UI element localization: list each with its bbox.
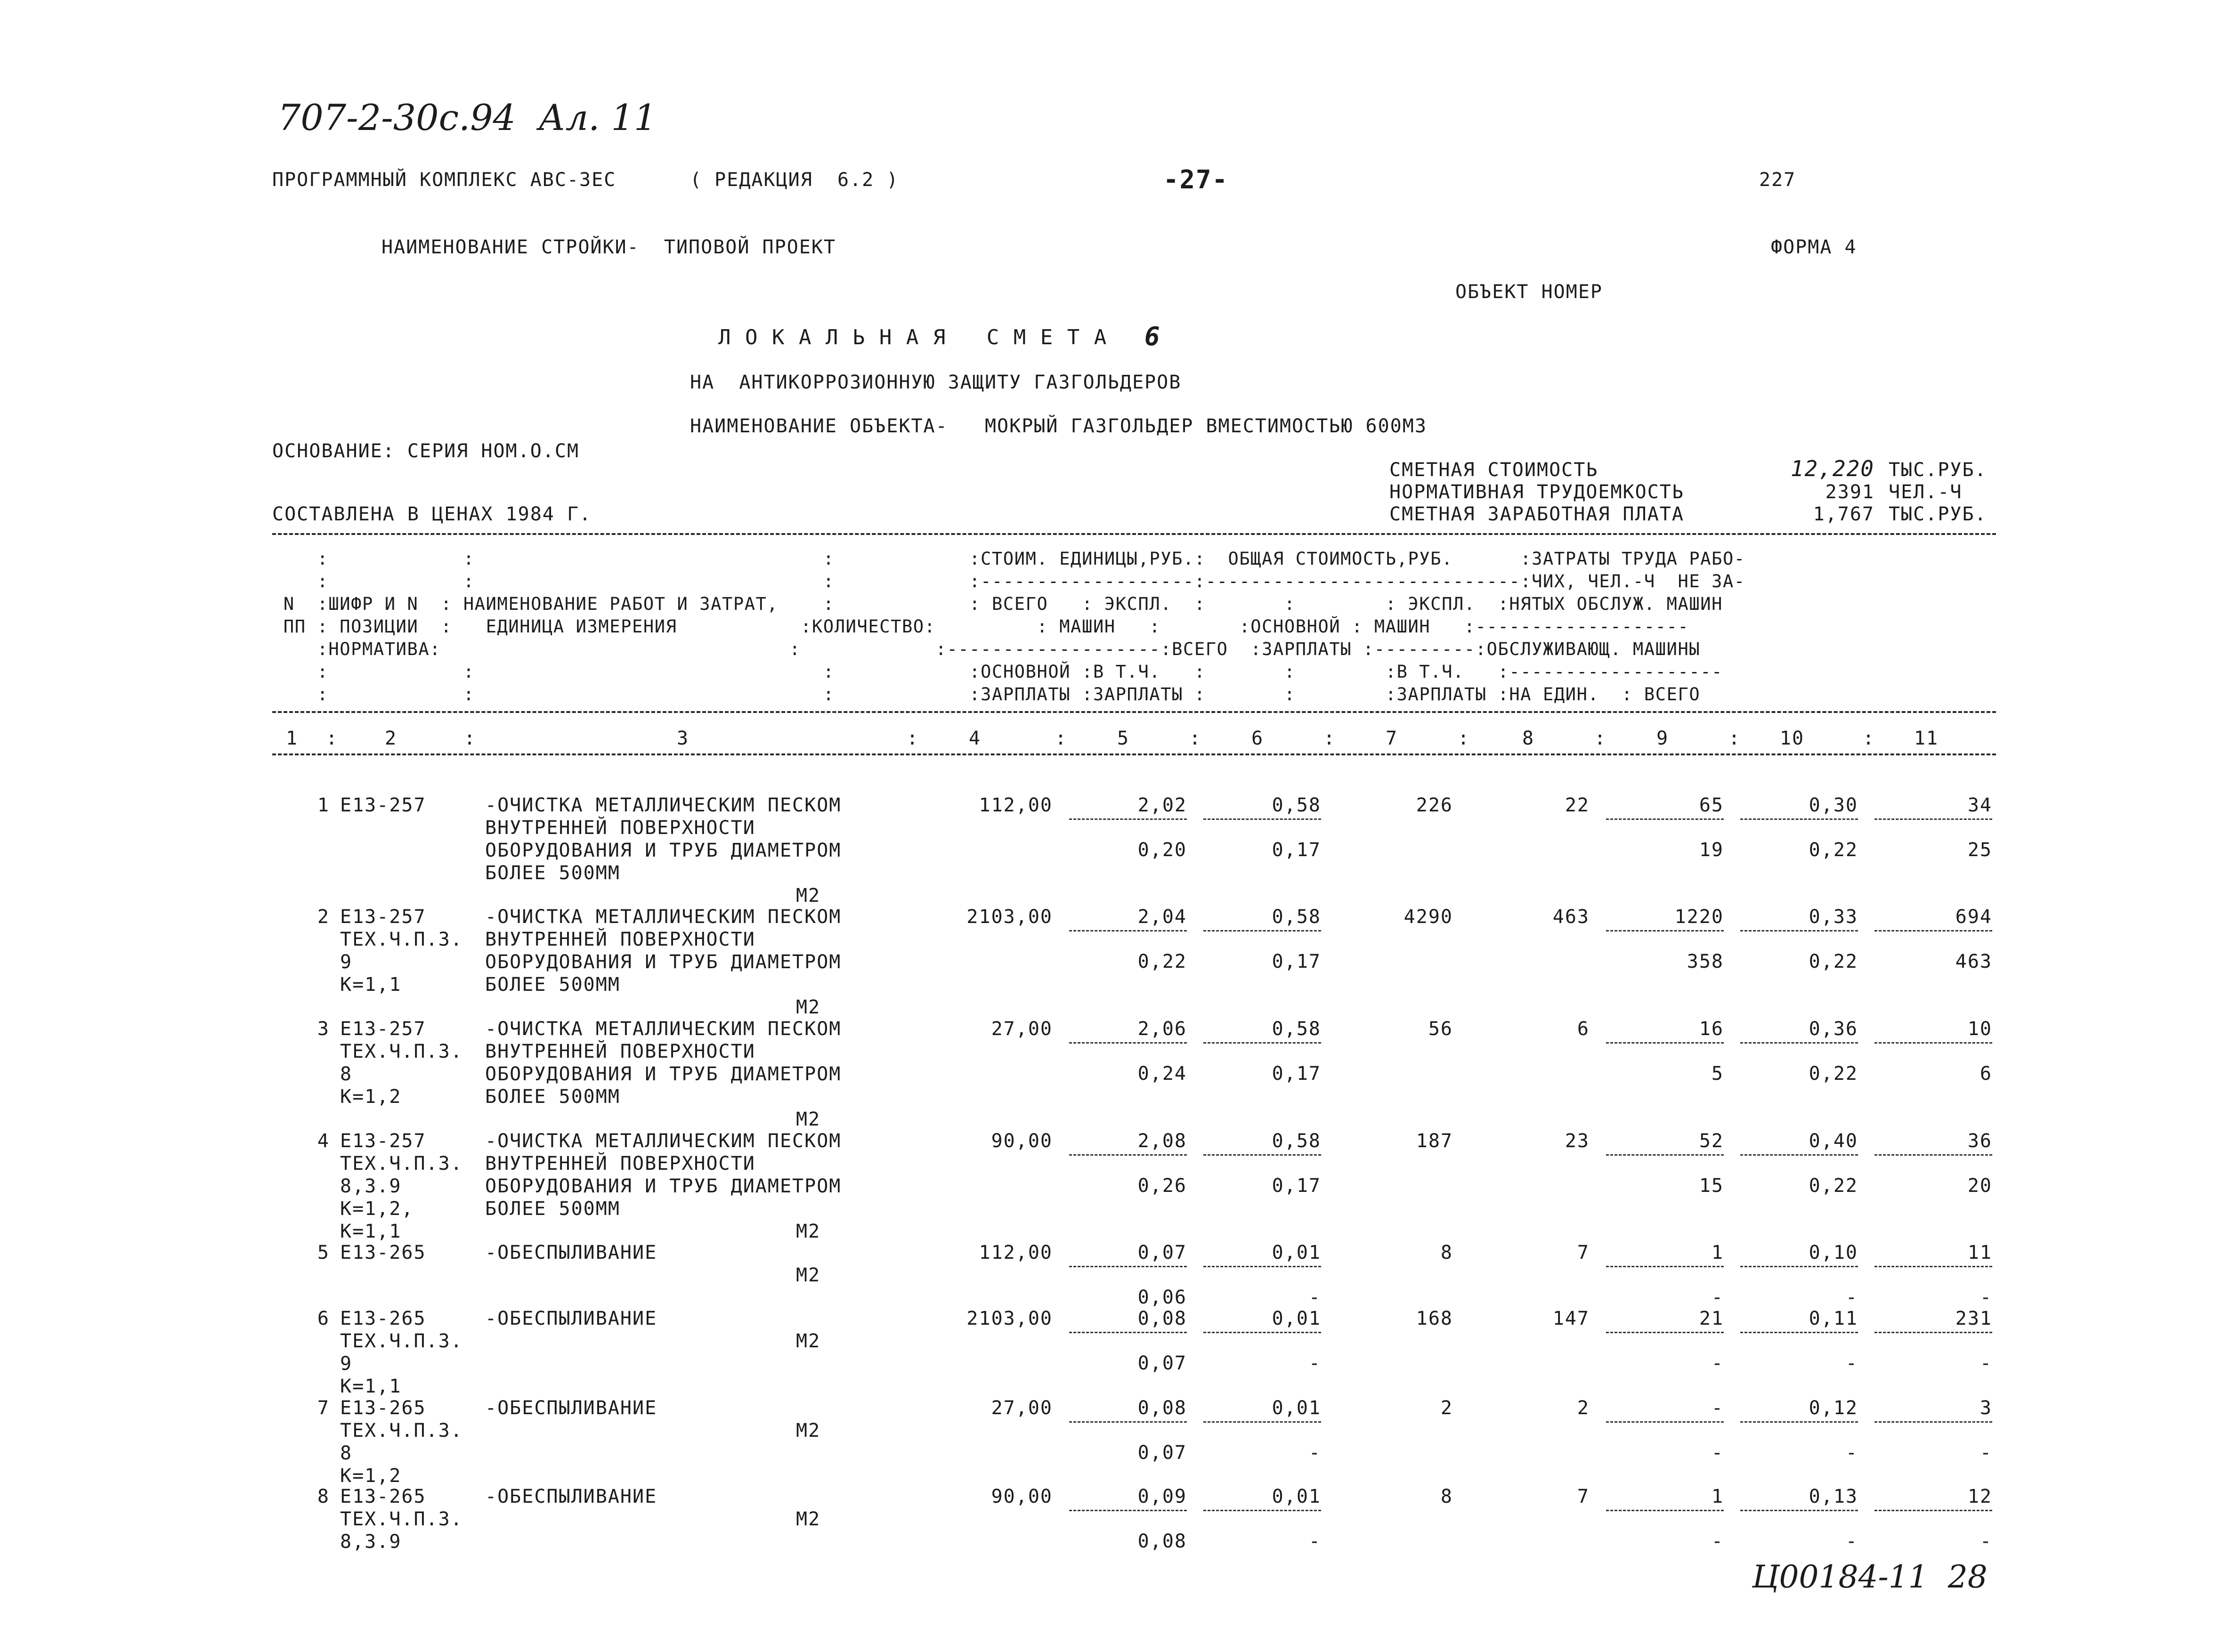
cell-s11: 25 [1967, 839, 1992, 861]
work-description: -ОЧИСТКА МЕТАЛЛИЧЕСКИМ ПЕСКОМ [485, 906, 842, 928]
table-top-rule [272, 533, 1996, 535]
work-description: БОЛЕЕ 500ММ [485, 1086, 620, 1108]
column-separator: : [1863, 728, 1875, 749]
cell-c11: 694 [1955, 906, 1992, 928]
cell-c7: 187 [1416, 1130, 1453, 1152]
cell-c7: 8 [1440, 1242, 1453, 1263]
cell-split-rule [1874, 1332, 1992, 1333]
norm-code: 8,3.9 [340, 1175, 402, 1197]
header-line: : : : :-------------------:----------------------------:ЧИХ, ЧЕЛ.-Ч НЕ ЗА- [272, 571, 1745, 591]
header-line: :НОРМАТИВА: : :-------------------:ВСЕГО :ЗАРПЛАТЫ :---------:ОБСЛУЖИВАЮЩ. МАШИНЫ [272, 639, 1701, 659]
work-description: ОБОРУДОВАНИЯ И ТРУБ ДИАМЕТРОМ [485, 840, 842, 861]
norm-code: Е13-265 [340, 1308, 426, 1329]
column-number: 5 [1117, 728, 1130, 749]
cell-split-rule [1740, 1042, 1858, 1044]
object-number: ОБЪЕКТ НОМЕР [1455, 281, 1603, 303]
cell-c9: - [1711, 1397, 1724, 1419]
cell-split-rule [1203, 1332, 1321, 1333]
summary-value: 2391 [1825, 481, 1874, 503]
cell-s6: 0,17 [1272, 951, 1321, 972]
column-separator: : [1323, 728, 1336, 749]
cell-c8: 463 [1552, 906, 1590, 928]
norm-code: ТЕХ.Ч.П.3. [340, 1420, 463, 1441]
work-description: БОЛЕЕ 500ММ [485, 862, 620, 884]
unit: М2 [796, 1221, 821, 1242]
cell-c5: 2,02 [1137, 794, 1187, 816]
basis: ОСНОВАНИЕ: СЕРИЯ НОМ.О.СМ [272, 440, 580, 462]
cell-s11: - [1980, 1287, 1992, 1308]
norm-code: Е13-265 [340, 1397, 426, 1419]
cell-c5: 0,08 [1137, 1308, 1187, 1329]
construction-name: НАИМЕНОВАНИЕ СТРОЙКИ- ТИПОВОЙ ПРОЕКТ [381, 236, 836, 258]
cell-c8: 23 [1565, 1130, 1590, 1152]
work-description: -ОБЕСПЫЛИВАНИЕ [485, 1308, 657, 1329]
cell-split-rule [1069, 1042, 1187, 1044]
norm-code: ТЕХ.Ч.П.3. [340, 1153, 463, 1174]
cell-s11: 20 [1967, 1175, 1992, 1197]
cell-split-rule [1606, 1421, 1724, 1423]
cell-s5: 0,08 [1137, 1531, 1187, 1552]
work-description: ВНУТРЕННЕЙ ПОВЕРХНОСТИ [485, 817, 755, 839]
header-line: ПП : ПОЗИЦИИ : ЕДИНИЦА ИЗМЕРЕНИЯ :КОЛИЧЕСТВО: : МАШИН : :ОСНОВНОЙ : МАШИН :------------------- [272, 616, 1689, 637]
norm-code: Е13-257 [340, 906, 426, 928]
column-number: 4 [968, 728, 982, 749]
cell-qty: 90,00 [991, 1130, 1053, 1152]
cell-c11: 34 [1967, 794, 1992, 816]
cell-s10: 0,22 [1809, 839, 1858, 861]
work-description: -ОБЕСПЫЛИВАНИЕ [485, 1397, 657, 1419]
row-number: 6 [317, 1308, 330, 1329]
cell-c11: 3 [1980, 1397, 1992, 1419]
summary-label: СМЕТНАЯ ЗАРАБОТНАЯ ПЛАТА [1389, 503, 1684, 525]
cell-c8: 7 [1577, 1242, 1590, 1263]
cell-s6: - [1308, 1287, 1321, 1308]
cell-split-rule [1069, 1510, 1187, 1511]
document-code: 707-2-30с.94 Ал. 11 [278, 97, 657, 138]
cell-split-rule [1606, 930, 1724, 931]
header-line: : : : :ЗАРПЛАТЫ :ЗАРПЛАТЫ : : :ЗАРПЛАТЫ :НА ЕДИН. : ВСЕГО [272, 684, 1701, 705]
cell-split-rule [1606, 1510, 1724, 1511]
column-number: 10 [1779, 728, 1805, 749]
cell-split-rule [1069, 1332, 1187, 1333]
work-description: БОЛЕЕ 500ММ [485, 974, 620, 996]
cell-s9: 358 [1687, 951, 1724, 972]
cell-s11: - [1980, 1442, 1992, 1464]
norm-code: Е13-265 [340, 1242, 426, 1263]
column-number: 11 [1914, 728, 1939, 749]
norm-code: ТЕХ.Ч.П.3. [340, 929, 463, 950]
column-number: 6 [1251, 728, 1264, 749]
column-separator: : [1055, 728, 1068, 749]
column-separator: : [1458, 728, 1470, 749]
cell-split-rule [1874, 1266, 1992, 1267]
cell-s5: 0,22 [1137, 951, 1187, 972]
cell-split-rule [1740, 1266, 1858, 1267]
summary-unit: ТЫС.РУБ. [1889, 503, 1987, 525]
cell-split-rule [1740, 818, 1858, 820]
cell-c11: 10 [1967, 1018, 1992, 1040]
cell-c9: 1220 [1674, 906, 1724, 928]
cell-s6: - [1308, 1531, 1321, 1552]
cell-c8: 22 [1565, 794, 1590, 816]
cell-c6: 0,01 [1272, 1486, 1321, 1507]
cell-c7: 2 [1440, 1397, 1453, 1419]
cell-split-rule [1874, 1421, 1992, 1423]
cell-c7: 4290 [1404, 906, 1453, 928]
cell-c5: 2,04 [1137, 906, 1187, 928]
cell-s9: 19 [1699, 839, 1724, 861]
cell-c6: 0,01 [1272, 1397, 1321, 1419]
cell-s11: 463 [1955, 951, 1992, 972]
cell-c9: 1 [1711, 1486, 1724, 1507]
cell-c7: 168 [1416, 1308, 1453, 1329]
column-separator: : [1594, 728, 1607, 749]
cell-c9: 1 [1711, 1242, 1724, 1263]
handwritten-stamp: Ц00184-11 28 [1752, 1559, 1988, 1595]
cell-c10: 0,11 [1809, 1308, 1858, 1329]
cell-c7: 8 [1440, 1486, 1453, 1507]
estimate-subject: НА АНТИКОРРОЗИОННУЮ ЗАЩИТУ ГАЗГОЛЬДЕРОВ [690, 372, 1182, 393]
cell-c11: 231 [1955, 1308, 1992, 1329]
row-number: 2 [317, 906, 330, 928]
cell-s10: - [1845, 1442, 1858, 1464]
cell-c5: 0,08 [1137, 1397, 1187, 1419]
cell-split-rule [1203, 1510, 1321, 1511]
cell-c11: 36 [1967, 1130, 1992, 1152]
cell-split-rule [1203, 1421, 1321, 1423]
cell-s5: 0,07 [1137, 1352, 1187, 1374]
norm-code: ТЕХ.Ч.П.3. [340, 1330, 463, 1352]
row-number: 5 [317, 1242, 330, 1263]
cell-c5: 2,06 [1137, 1018, 1187, 1040]
norm-code: К=1,2, [340, 1198, 414, 1220]
cell-c11: 11 [1967, 1242, 1992, 1263]
cell-s6: - [1308, 1442, 1321, 1464]
norm-code: К=1,1 [340, 1221, 402, 1242]
cell-c6: 0,58 [1272, 794, 1321, 816]
cell-split-rule [1606, 1042, 1724, 1044]
cell-c9: 16 [1699, 1018, 1724, 1040]
cell-c10: 0,13 [1809, 1486, 1858, 1507]
row-number: 1 [317, 794, 330, 816]
cell-s9: 15 [1699, 1175, 1724, 1197]
norm-code: 9 [340, 951, 353, 973]
object-name: НАИМЕНОВАНИЕ ОБЪЕКТА- МОКРЫЙ ГАЗГОЛЬДЕР ВМЕСТИМОСТЬЮ 600М3 [690, 415, 1427, 437]
column-number: 1 [285, 728, 299, 749]
header-bottom-rule [272, 711, 1996, 713]
cell-s9: - [1711, 1287, 1724, 1308]
cell-split-rule [1606, 818, 1724, 820]
cell-c8: 2 [1577, 1397, 1590, 1419]
cell-c5: 2,08 [1137, 1130, 1187, 1152]
cell-c8: 147 [1552, 1308, 1590, 1329]
cell-split-rule [1874, 1154, 1992, 1156]
column-separator: : [907, 728, 919, 749]
cell-split-rule [1874, 930, 1992, 931]
cell-c8: 7 [1577, 1486, 1590, 1507]
cell-c10: 0,36 [1809, 1018, 1858, 1040]
sheet-number: 227 [1759, 169, 1796, 191]
cell-s11: - [1980, 1531, 1992, 1552]
cell-c6: 0,58 [1272, 906, 1321, 928]
cell-s10: 0,22 [1809, 951, 1858, 972]
cell-split-rule [1740, 1421, 1858, 1423]
estimate-title: Л О К А Л Ь Н А Я С М Е Т А [718, 325, 1108, 349]
cell-s11: - [1980, 1352, 1992, 1374]
norm-code: К=1,2 [340, 1086, 402, 1108]
cell-c6: 0,01 [1272, 1308, 1321, 1329]
column-separator: : [326, 728, 339, 749]
column-number: 9 [1656, 728, 1669, 749]
cell-s9: - [1711, 1442, 1724, 1464]
cell-s10: 0,22 [1809, 1063, 1858, 1085]
cell-c9: 21 [1699, 1308, 1724, 1329]
cell-c11: 12 [1967, 1486, 1992, 1507]
cell-split-rule [1069, 1421, 1187, 1423]
cell-s5: 0,24 [1137, 1063, 1187, 1085]
cell-split-rule [1740, 1154, 1858, 1156]
norm-code: 8,3.9 [340, 1531, 402, 1553]
cell-s6: 0,17 [1272, 1063, 1321, 1085]
cell-s5: 0,26 [1137, 1175, 1187, 1197]
norm-code: ТЕХ.Ч.П.3. [340, 1508, 463, 1530]
row-number: 7 [317, 1397, 330, 1419]
column-separator: : [1189, 728, 1202, 749]
column-number: 2 [384, 728, 398, 749]
cell-c7: 226 [1416, 794, 1453, 816]
unit: М2 [796, 1109, 821, 1130]
cell-split-rule [1606, 1154, 1724, 1156]
cell-split-rule [1069, 1266, 1187, 1267]
row-number: 8 [317, 1486, 330, 1507]
cell-qty: 2103,00 [966, 1308, 1053, 1329]
cell-qty: 112,00 [979, 1242, 1053, 1263]
cell-s10: - [1845, 1287, 1858, 1308]
norm-code: 8 [340, 1063, 353, 1085]
header-line: N :ШИФР И N : НАИМЕНОВАНИЕ РАБОТ И ЗАТРАТ, : : ВСЕГО : ЭКСПЛ. : : : ЭКСПЛ. :НЯТЫХ ОБСЛУЖ. МАШИН [272, 594, 1723, 614]
cell-s5: 0,06 [1137, 1287, 1187, 1308]
cell-split-rule [1069, 1154, 1187, 1156]
work-description: ОБОРУДОВАНИЯ И ТРУБ ДИАМЕТРОМ [485, 1063, 842, 1085]
work-description: ОБОРУДОВАНИЯ И ТРУБ ДИАМЕТРОМ [485, 951, 842, 973]
cell-c6: 0,01 [1272, 1242, 1321, 1263]
cell-split-rule [1069, 818, 1187, 820]
header-line: : : : :ОСНОВНОЙ :В Т.Ч. : : :В Т.Ч. :------------------- [272, 662, 1723, 682]
work-description: БОЛЕЕ 500ММ [485, 1198, 620, 1220]
cell-qty: 27,00 [991, 1397, 1053, 1419]
estimate-number: 6 [1144, 322, 1161, 351]
cell-c9: 52 [1699, 1130, 1724, 1152]
work-description: -ОБЕСПЫЛИВАНИЕ [485, 1242, 657, 1263]
norm-code: 9 [340, 1353, 353, 1375]
software-name: ПРОГРАММНЫЙ КОМПЛЕКС АВС-3ЕС [272, 169, 617, 191]
column-number-rule [272, 753, 1996, 755]
column-separator: : [1728, 728, 1741, 749]
cell-split-rule [1874, 1042, 1992, 1044]
norm-code: К=1,1 [340, 1376, 402, 1397]
cell-s10: - [1845, 1531, 1858, 1552]
cell-split-rule [1874, 818, 1992, 820]
norm-code: К=1,1 [340, 974, 402, 996]
cell-c10: 0,12 [1809, 1397, 1858, 1419]
cell-split-rule [1203, 818, 1321, 820]
cell-s5: 0,07 [1137, 1442, 1187, 1464]
unit: М2 [796, 1508, 821, 1530]
cell-split-rule [1740, 930, 1858, 931]
cell-c7: 56 [1428, 1018, 1453, 1040]
unit: М2 [796, 885, 821, 907]
norm-code: Е13-265 [340, 1486, 426, 1507]
cell-split-rule [1203, 1154, 1321, 1156]
summary-value: 12,220 [1790, 456, 1874, 481]
cell-s10: 0,22 [1809, 1175, 1858, 1197]
cell-c6: 0,58 [1272, 1018, 1321, 1040]
column-number: 3 [676, 728, 690, 749]
work-description: -ОЧИСТКА МЕТАЛЛИЧЕСКИМ ПЕСКОМ [485, 1018, 842, 1040]
summary-unit: ТЫС.РУБ. [1889, 459, 1987, 481]
norm-code: Е13-257 [340, 1130, 426, 1152]
cell-s11: 6 [1980, 1063, 1992, 1085]
norm-code: ТЕХ.Ч.П.3. [340, 1041, 463, 1062]
work-description: -ОЧИСТКА МЕТАЛЛИЧЕСКИМ ПЕСКОМ [485, 794, 842, 816]
prices-basis: СОСТАВЛЕНА В ЦЕНАХ 1984 Г. [272, 503, 592, 525]
work-description: ВНУТРЕННЕЙ ПОВЕРХНОСТИ [485, 929, 755, 950]
work-description: -ОБЕСПЫЛИВАНИЕ [485, 1486, 657, 1507]
summary-value: 1,767 [1813, 503, 1874, 525]
summary-label: НОРМАТИВНАЯ ТРУДОЕМКОСТЬ [1389, 481, 1684, 503]
work-description: -ОЧИСТКА МЕТАЛЛИЧЕСКИМ ПЕСКОМ [485, 1130, 842, 1152]
work-description: ВНУТРЕННЕЙ ПОВЕРХНОСТИ [485, 1041, 755, 1062]
unit: М2 [796, 996, 821, 1018]
page-number: -27- [1163, 165, 1229, 194]
cell-s9: - [1711, 1531, 1724, 1552]
cell-split-rule [1203, 1042, 1321, 1044]
unit: М2 [796, 1330, 821, 1352]
cell-c5: 0,09 [1137, 1486, 1187, 1507]
cell-split-rule [1069, 930, 1187, 931]
cell-c9: 65 [1699, 794, 1724, 816]
cell-s10: - [1845, 1352, 1858, 1374]
cell-c10: 0,10 [1809, 1242, 1858, 1263]
column-number: 8 [1522, 728, 1535, 749]
cell-s6: 0,17 [1272, 1175, 1321, 1197]
cell-c6: 0,58 [1272, 1130, 1321, 1152]
cell-split-rule [1606, 1332, 1724, 1333]
cell-s6: 0,17 [1272, 839, 1321, 861]
column-number: 7 [1385, 728, 1398, 749]
norm-code: 8 [340, 1442, 353, 1464]
cell-s5: 0,20 [1137, 839, 1187, 861]
work-description: ОБОРУДОВАНИЯ И ТРУБ ДИАМЕТРОМ [485, 1175, 842, 1197]
norm-code: Е13-257 [340, 1018, 426, 1040]
cell-s9: - [1711, 1352, 1724, 1374]
cell-s9: 5 [1711, 1063, 1724, 1085]
row-number: 4 [317, 1130, 330, 1152]
header-line: : : : :СТОИМ. ЕДИНИЦЫ,РУБ.: ОБЩАЯ СТОИМОСТЬ,РУБ. :ЗАТРАТЫ ТРУДА РАБО- [272, 549, 1745, 569]
cell-qty: 90,00 [991, 1486, 1053, 1507]
form-label: ФОРМА 4 [1771, 236, 1857, 258]
cell-qty: 27,00 [991, 1018, 1053, 1040]
norm-code: К=1,2 [340, 1465, 402, 1487]
software-edition: ( РЕДАКЦИЯ 6.2 ) [690, 169, 899, 191]
cell-split-rule [1203, 930, 1321, 931]
work-description: ВНУТРЕННЕЙ ПОВЕРХНОСТИ [485, 1153, 755, 1174]
row-number: 3 [317, 1018, 330, 1040]
cell-split-rule [1203, 1266, 1321, 1267]
cell-split-rule [1606, 1266, 1724, 1267]
column-separator: : [464, 728, 477, 749]
summary-label: СМЕТНАЯ СТОИМОСТЬ [1389, 459, 1598, 481]
cell-c10: 0,33 [1809, 906, 1858, 928]
cell-c5: 0,07 [1137, 1242, 1187, 1263]
cell-qty: 2103,00 [966, 906, 1053, 928]
cell-split-rule [1740, 1510, 1858, 1511]
cell-c10: 0,30 [1809, 794, 1858, 816]
cell-qty: 112,00 [979, 794, 1053, 816]
summary-unit: ЧЕЛ.-Ч [1889, 481, 1963, 503]
cell-c8: 6 [1577, 1018, 1590, 1040]
cell-split-rule [1874, 1510, 1992, 1511]
cell-split-rule [1740, 1332, 1858, 1333]
cell-s6: - [1308, 1352, 1321, 1374]
unit: М2 [796, 1420, 821, 1441]
norm-code: Е13-257 [340, 794, 426, 816]
unit: М2 [796, 1264, 821, 1286]
cell-c10: 0,40 [1809, 1130, 1858, 1152]
